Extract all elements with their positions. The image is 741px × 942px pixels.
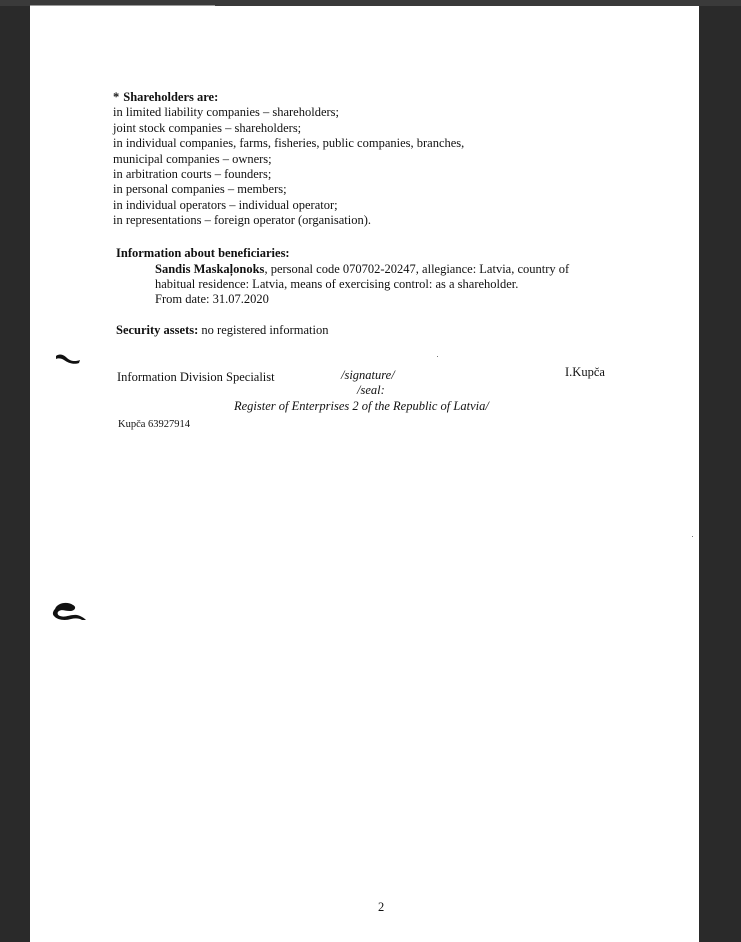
beneficiary-from-date: From date: 31.07.2020 — [155, 292, 269, 306]
security-assets-label: Security assets: — [116, 323, 199, 337]
shareholders-line: in arbitration courts – founders; — [113, 167, 272, 182]
security-assets-value: no registered information — [201, 323, 329, 337]
scan-mark-icon — [54, 350, 84, 368]
contact-line: Kupča 63927914 — [118, 419, 191, 430]
shareholders-line: in individual operators – individual operator; — [113, 197, 338, 212]
scan-mark-icon — [51, 599, 89, 623]
register-note: Register of Enterprises 2 of the Republic of Latvia/ — [234, 399, 489, 413]
beneficiary-line-2: habitual residence: Latvia, means of exercising control: as a shareholder. — [155, 277, 519, 291]
shareholders-line: municipal companies – owners; — [113, 151, 272, 166]
shareholders-section — [113, 90, 464, 229]
shareholders-heading: Shareholders are: — [123, 90, 219, 104]
shareholders-line: in personal companies – members; — [113, 182, 287, 197]
shareholders-line: in individual companies, farms, fisheries, public companies, branches, — [113, 136, 465, 151]
signatory-position: Information Division Specialist — [117, 370, 275, 384]
scan-speck — [692, 536, 693, 537]
page-number: 2 — [378, 900, 385, 914]
security-assets-line — [116, 323, 328, 338]
beneficiary-line-1 — [155, 262, 569, 277]
beneficiary-details: , personal code 070702-20247, allegiance: Latvia, country of — [264, 262, 570, 276]
shareholders-line: in representations – foreign operator (organisation). — [113, 213, 372, 228]
bullet: * — [113, 90, 120, 104]
shareholders-line: in limited liability companies – shareholders; — [113, 105, 339, 120]
beneficiaries-heading: Information about beneficiaries: — [116, 246, 290, 260]
shareholders-line: joint stock companies – shareholders; — [113, 120, 302, 135]
shareholders-heading-line — [113, 90, 464, 105]
signatory-name: I.Kupča — [565, 365, 605, 379]
signature-note: /signature/ — [341, 368, 395, 382]
beneficiary-name: Sandis Maskaļonoks — [155, 262, 265, 276]
document-page — [30, 6, 699, 942]
seal-note: /seal: — [357, 383, 385, 397]
scan-speck — [437, 356, 438, 357]
